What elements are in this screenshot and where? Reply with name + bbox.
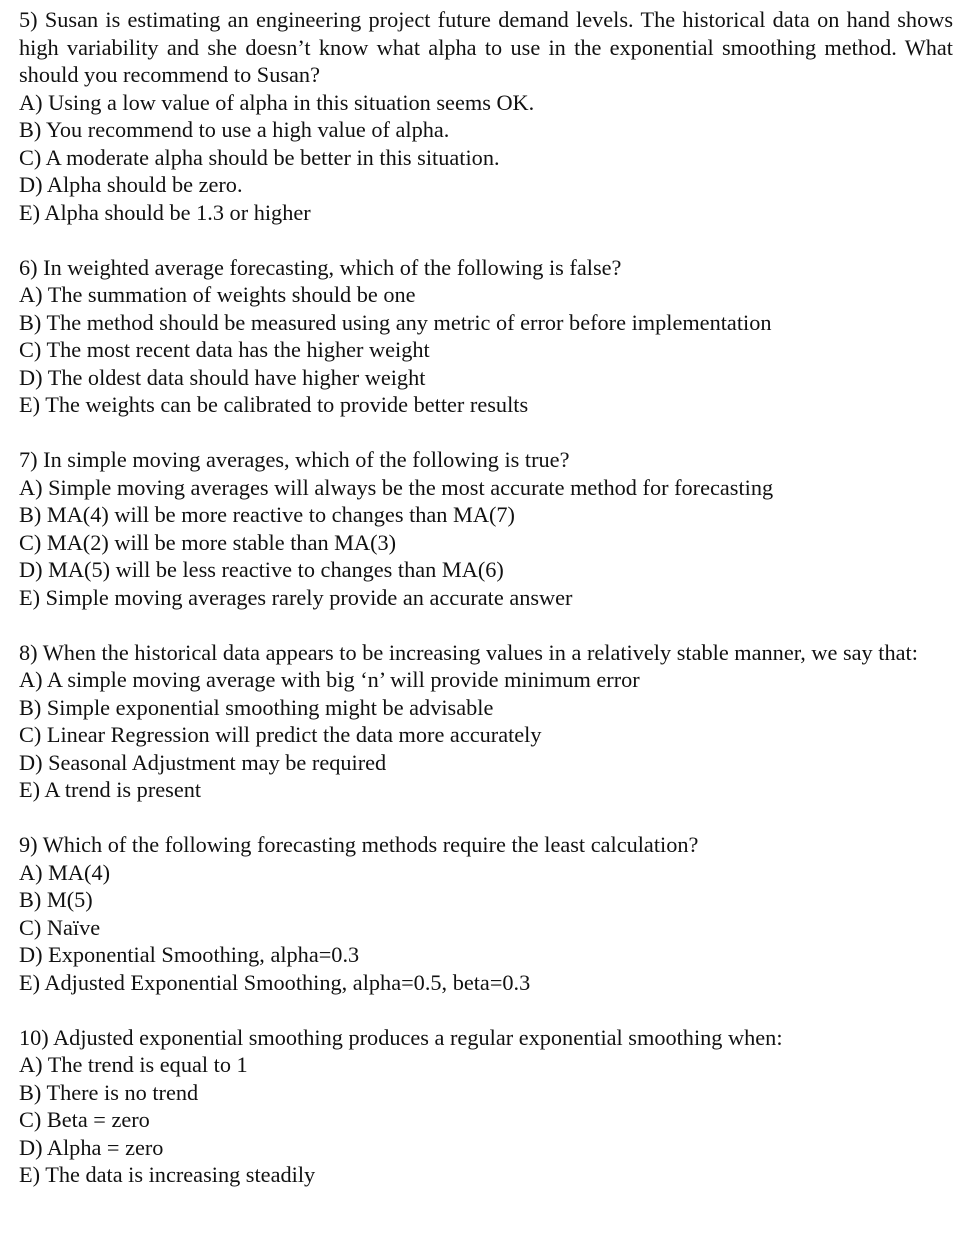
option-b: B) M(5) xyxy=(19,887,93,912)
option-e: E) Adjusted Exponential Smoothing, alpha=0.5, beta=0.3 xyxy=(19,969,531,995)
option-b: B) There is no trend xyxy=(19,1079,199,1105)
option-b: B) MA(4) will be more reactive to changes than MA(7) xyxy=(19,502,515,527)
option-e: E) The data is increasing steadily xyxy=(19,1162,316,1187)
option-c: C) Naïve xyxy=(19,914,101,940)
question-stem: 7) In simple moving averages, which of the following is true? xyxy=(19,447,570,472)
option-a: A) Using a low value of alpha in this situation seems OK. xyxy=(19,89,535,115)
option-b: B) The method should be measured using any metric of error before implementation xyxy=(19,309,772,335)
question-stem: 9) Which of the following forecasting methods require the least calculation? xyxy=(19,832,699,857)
option-c: C) The most recent data has the higher weight xyxy=(19,337,430,362)
option-a: A) The summation of weights should be one xyxy=(19,282,416,307)
option-d: D) Alpha should be zero. xyxy=(19,172,243,197)
option-b: B) Simple exponential smoothing might be advisable xyxy=(19,694,494,720)
option-c: C) Beta = zero xyxy=(19,1107,150,1132)
option-a: A) The trend is equal to 1 xyxy=(19,1052,248,1077)
option-c: C) A moderate alpha should be better in this situation. xyxy=(19,144,500,170)
option-d: D) MA(5) will be less reactive to changes than MA(6) xyxy=(19,557,504,582)
question-stem: 8) When the historical data appears to be increasing values in a relatively stable manner, we say that: xyxy=(19,639,918,665)
question-5 xyxy=(19,6,953,226)
question-stem: 5) Susan is estimating an engineering project future demand levels. The historical data on hand shows high variability and she doesn’t know what alpha to use in the exponential smoothing method. What should you recommend to Susan? xyxy=(19,7,953,87)
option-d: D) Alpha = zero xyxy=(19,1134,164,1160)
option-a: A) Simple moving averages will always be the most accurate method for forecasting xyxy=(19,474,774,500)
option-c: C) MA(2) will be more stable than MA(3) xyxy=(19,529,397,555)
option-e: E) Simple moving averages rarely provide an accurate answer xyxy=(19,584,573,610)
option-e: E) Alpha should be 1.3 or higher xyxy=(19,199,311,225)
question-10 xyxy=(19,1024,953,1189)
question-stem: 6) In weighted average forecasting, which of the following is false? xyxy=(19,254,622,280)
option-a: A) MA(4) xyxy=(19,859,111,885)
question-6 xyxy=(19,254,953,419)
question-8 xyxy=(19,639,953,804)
option-d: D) Exponential Smoothing, alpha=0.3 xyxy=(19,942,360,967)
option-e: E) The weights can be calibrated to provide better results xyxy=(19,392,529,417)
question-7 xyxy=(19,446,953,611)
question-stem: 10) Adjusted exponential smoothing produces a regular exponential smoothing when: xyxy=(19,1024,783,1050)
question-9 xyxy=(19,831,953,996)
option-e: E) A trend is present xyxy=(19,777,202,802)
option-b: B) You recommend to use a high value of alpha. xyxy=(19,117,450,142)
option-c: C) Linear Regression will predict the data more accurately xyxy=(19,722,542,747)
option-d: D) The oldest data should have higher weight xyxy=(19,364,426,390)
option-a: A) A simple moving average with big ‘n’ will provide minimum error xyxy=(19,667,640,692)
option-d: D) Seasonal Adjustment may be required xyxy=(19,749,387,775)
